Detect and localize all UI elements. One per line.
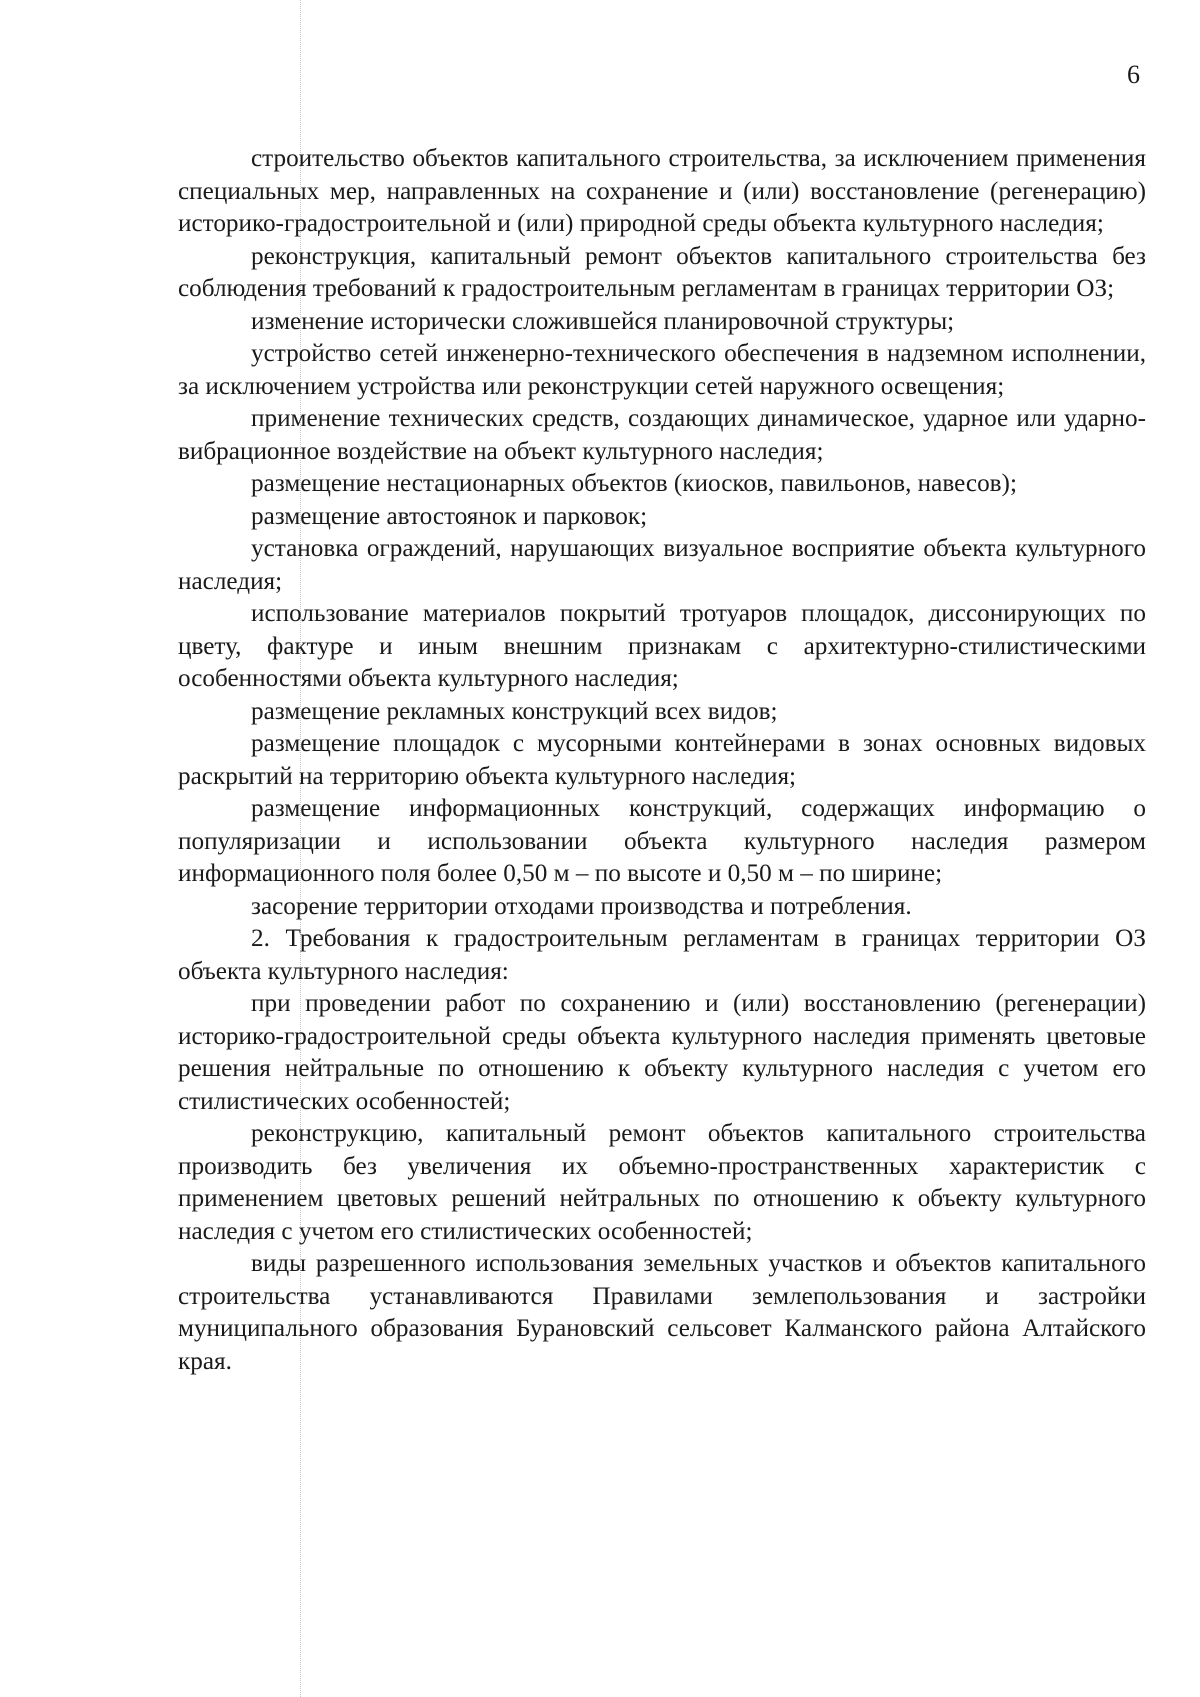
document-body [178,143,1146,1378]
paragraph: применение технических средств, создающих динамическое, ударное или ударно-вибрационное воздействие на объект культурного наследия; [178,405,1146,465]
paragraph: размещение площадок с мусорными контейнерами в зонах основных видовых раскрытий на территорию объекта культурного наследия; [178,730,1146,790]
page-number: 6 [1127,60,1140,89]
paragraph: размещение нестационарных объектов (киосков, павильонов, навесов); [251,470,1017,497]
paragraph: размещение автостоянок и парковок; [251,502,648,530]
paragraph: размещение информационных конструкций, содержащих информацию о популяризации и использовании объекта культурного наследия размером информационного поля более 0,50 м – по высоте и 0,50 м – по ширине; [178,795,1146,887]
paragraph: размещение рекламных конструкций всех видов; [251,697,778,725]
paragraph: установка ограждений, нарушающих визуальное восприятие объекта культурного наследия; [178,535,1146,595]
paragraph: строительство объектов капитального строительства, за исключением применения специальных мер, направленных на сохранение и (или) восстановление (регенерацию) историко-градостроительной и (или) природной среды объекта культурного наследия; [178,145,1146,237]
paragraph: использование материалов покрытий тротуаров площадок, диссонирующих по цвету, фактуре и иным внешним признакам с архитектурно-стилистическими особенностями объекта культурного наследия; [178,600,1146,692]
paragraph: при проведении работ по сохранению и (или) восстановлению (регенерации) историко-градостроительной среды объекта культурного наследия применять цветовые решения нейтральные по отношению к объекту культурного наследия с учетом его стилистических особенностей; [178,990,1146,1115]
paragraph: засорение территории отходами производства и потребления. [251,892,912,920]
paragraph: изменение исторически сложившейся планировочной структуры; [251,307,955,335]
paragraph: реконструкция, капитальный ремонт объектов капитального строительства без соблюдения требований к градостроительным регламентам в границах территории ОЗ; [178,242,1146,302]
section-heading-paragraph: 2. Требования к градостроительным регламентам в границах территории ОЗ объекта культурного наследия: [178,925,1146,985]
paragraph: виды разрешенного использования земельных участков и объектов капитального строительства устанавливаются Правилами землепользования и застройки муниципального образования Бурановский сельсовет Калманского района Алтайского края. [178,1250,1146,1375]
paragraph: устройство сетей инженерно-технического обеспечения в надземном исполнении, за исключением устройства или реконструкции сетей наружного освещения; [178,340,1146,400]
paragraph: реконструкцию, капитальный ремонт объектов капитального строительства производить без увеличения их объемно-пространственных характеристик с применением цветовых решений нейтральных по отношению к объекту культурного наследия с учетом его стилистических особенностей; [178,1120,1146,1245]
